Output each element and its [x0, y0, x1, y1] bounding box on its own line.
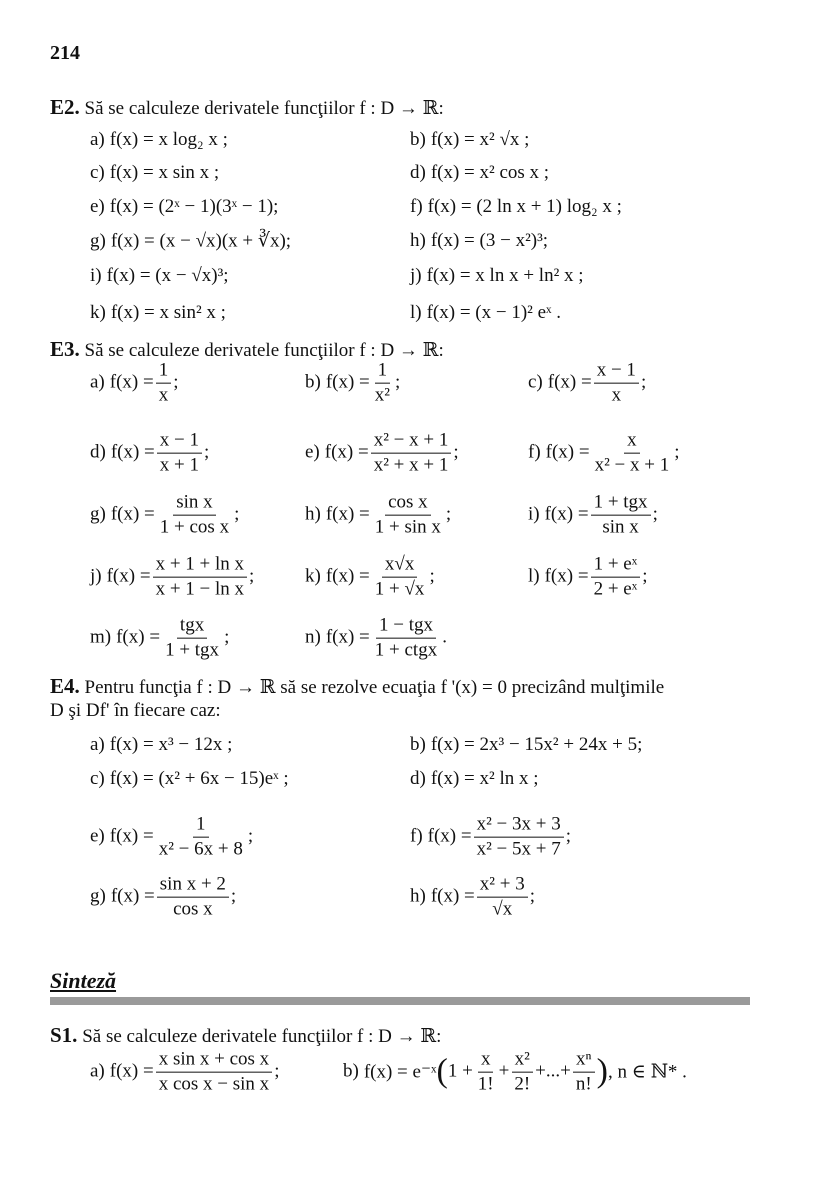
formula-text: f(x) = (x − 1)² eˣ . — [426, 302, 562, 323]
formula-text: ; — [394, 372, 401, 393]
item-label: b) — [410, 129, 426, 150]
exercise-item — [410, 162, 549, 184]
formula-text: f(x) = x² √x ; — [430, 129, 530, 150]
formula-text: f(x) = 2x³ − 15x² + 24x + 5; — [430, 734, 643, 755]
exercise-instruction: Să se calculeze derivatele funcţiilor f : D → ℝ: — [82, 1026, 442, 1047]
exercise-item — [528, 554, 647, 601]
exercise-item — [305, 360, 400, 407]
exercise-label: E3. — [50, 337, 80, 361]
fraction — [511, 1049, 533, 1096]
item-label: j) — [90, 566, 102, 587]
formula-text: f(x) = — [109, 1061, 154, 1082]
fraction-denominator: 2 + eˣ — [593, 578, 638, 600]
exercise-item — [528, 430, 680, 477]
fraction-denominator: 1 + cos x — [159, 516, 230, 538]
exercise-heading — [50, 674, 664, 699]
fraction-denominator: x — [158, 384, 169, 406]
formula-text: + — [498, 1061, 510, 1082]
fraction — [156, 1049, 272, 1096]
formula-text: f(x) = — [427, 826, 472, 847]
exercise-heading — [50, 337, 444, 362]
item-label: a) — [90, 734, 105, 755]
item-label: k) — [90, 302, 106, 323]
formula-text: ; — [565, 826, 572, 847]
item-label: c) — [528, 372, 543, 393]
item-label: a) — [90, 1061, 105, 1082]
item-label: h) — [410, 886, 426, 907]
item-label: f) — [410, 196, 423, 217]
item-label: d) — [90, 442, 106, 463]
formula-text: ; — [204, 442, 210, 463]
exercise-instruction: Să se calculeze derivatele funcţiilor f : D → ℝ: — [84, 98, 444, 119]
exercise-item — [410, 874, 535, 921]
exercise-heading — [50, 1023, 441, 1048]
item-label: h) — [305, 504, 321, 525]
formula-text: f(x) = x ln x + ln² x ; — [426, 265, 584, 286]
fraction-numerator: x — [624, 430, 640, 454]
exercise-item — [410, 230, 548, 252]
fraction-numerator: x√x — [382, 554, 417, 578]
formula-text: ; — [445, 504, 452, 525]
fraction-denominator: x + 1 − ln x — [155, 578, 245, 600]
formula-text: f(x) = x³ − 12x ; — [109, 734, 233, 755]
exercise-item — [528, 492, 658, 539]
item-label: f) — [410, 826, 423, 847]
fraction — [371, 430, 452, 477]
fraction-denominator: x² − x + 1 — [594, 454, 670, 476]
formula-text: f(x) = — [325, 566, 370, 587]
fraction-denominator: x — [611, 384, 622, 406]
formula-text: ; — [640, 372, 647, 393]
fraction-numerator: x − 1 — [157, 430, 202, 454]
fraction-denominator: x + 1 — [159, 454, 199, 476]
exercise-item — [410, 814, 571, 861]
formula-text: f(x) = — [430, 886, 475, 907]
fraction — [156, 360, 172, 407]
fraction-denominator: sin x — [602, 516, 639, 538]
fraction — [591, 554, 641, 601]
item-label: k) — [305, 566, 321, 587]
fraction-denominator: x cos x − sin x — [158, 1073, 270, 1095]
item-label: g) — [90, 504, 106, 525]
formula-text: f(x) = — [109, 372, 154, 393]
fraction-numerator: 1 — [193, 814, 209, 838]
fraction — [372, 554, 428, 601]
formula-text: f(x) = — [325, 372, 370, 393]
exercise-item — [90, 430, 209, 477]
fraction-denominator: x² − 6x + 8 — [158, 838, 243, 860]
item-label: d) — [410, 162, 426, 183]
fraction — [157, 492, 232, 539]
item-label: b) — [305, 372, 321, 393]
formula-text: ; — [230, 886, 237, 907]
item-label: b) — [343, 1061, 359, 1082]
fraction-numerator: x² — [512, 1049, 533, 1073]
formula-text: f(x) = — [110, 442, 155, 463]
formula-text: ; — [249, 566, 255, 587]
fraction-denominator: 2! — [514, 1073, 531, 1095]
formula-text: f(x) = (x² + 6x − 15)eˣ ; — [109, 768, 289, 789]
exercise-item — [305, 554, 435, 601]
item-label: e) — [305, 442, 320, 463]
fraction — [157, 874, 229, 921]
fraction-denominator: x² + x + 1 — [373, 454, 449, 476]
formula-text: ; — [674, 442, 680, 463]
fraction — [573, 1049, 595, 1096]
exercise-item — [90, 1049, 279, 1096]
formula-text: ; — [642, 566, 648, 587]
formula-text: f(x) = — [110, 886, 155, 907]
formula-text: f(x) = x sin x ; — [109, 162, 220, 183]
item-label: j) — [410, 265, 422, 286]
item-label: d) — [410, 768, 426, 789]
fraction-numerator: x − 1 — [594, 360, 639, 384]
item-label: m) — [90, 627, 112, 648]
exercise-item — [305, 430, 459, 477]
exercise-item — [90, 230, 291, 253]
formula-text: ; — [247, 826, 254, 847]
formula-text: f(x) = — [109, 826, 154, 847]
fraction-denominator: 1! — [477, 1073, 494, 1095]
formula-text: f(x) = — [106, 566, 151, 587]
formula-text: f(x) = — [110, 504, 155, 525]
exercise-item — [305, 492, 451, 539]
exercise-heading — [50, 700, 221, 722]
fraction-numerator: x² − x + 1 — [371, 430, 452, 454]
exercise-item — [90, 265, 229, 287]
exercise-item — [410, 129, 529, 151]
exercise-item — [410, 196, 622, 218]
fraction-denominator: x² — [374, 384, 390, 406]
fraction — [372, 615, 440, 662]
fraction — [162, 615, 222, 662]
exercise-item — [410, 768, 539, 790]
fraction-numerator: x + 1 + ln x — [153, 554, 247, 578]
formula-text: f(x) = — [325, 627, 370, 648]
fraction-denominator: 1 + tgx — [165, 639, 220, 661]
item-label: e) — [90, 826, 105, 847]
formula-text: ; — [453, 442, 459, 463]
exercise-item — [90, 129, 228, 151]
exercise-label: S1. — [50, 1023, 78, 1047]
item-label: c) — [90, 162, 105, 183]
item-label: g) — [90, 230, 106, 251]
section-divider — [50, 997, 750, 1005]
item-label: i) — [90, 265, 102, 286]
formula-text: f(x) = x² cos x ; — [430, 162, 550, 183]
fraction-numerator: 1 — [375, 360, 391, 384]
page-number: 214 — [50, 42, 80, 64]
formula-text: ; — [173, 372, 179, 393]
exercise-item — [90, 492, 239, 539]
fraction-numerator: cos x — [385, 492, 431, 516]
exercise-item — [90, 874, 236, 921]
formula-text: f(x) = (2 ln x + 1) log₂ x ; — [427, 196, 622, 217]
fraction-numerator: x² − 3x + 3 — [474, 814, 564, 838]
item-label: a) — [90, 372, 105, 393]
exercise-label: E2. — [50, 95, 80, 119]
formula-text: ) — [596, 1053, 608, 1090]
formula-text: ; — [274, 1061, 280, 1082]
fraction-numerator: 1 + tgx — [591, 492, 651, 516]
formula-text: f(x) = — [325, 504, 370, 525]
formula-text: f(x) = — [324, 442, 369, 463]
fraction-denominator: n! — [575, 1073, 592, 1095]
formula-text: f(x) = x² ln x ; — [430, 768, 539, 789]
fraction — [474, 814, 564, 861]
formula-text: ; — [224, 627, 230, 648]
exercise-item — [90, 615, 229, 662]
formula-text: f(x) = — [116, 627, 161, 648]
formula-text: f(x) = — [544, 566, 589, 587]
exercise-item — [410, 265, 584, 287]
exercise-item — [343, 1049, 687, 1096]
exercise-item — [90, 302, 226, 324]
fraction-numerator: 1 − tgx — [376, 615, 436, 639]
formula-text: ; — [529, 886, 535, 907]
formula-text: f(x) = x log₂ x ; — [109, 129, 228, 150]
item-label: i) — [528, 504, 540, 525]
fraction-numerator: xⁿ — [573, 1049, 594, 1073]
formula-text: +...+ — [535, 1061, 571, 1082]
fraction-numerator: x — [478, 1049, 494, 1073]
fraction-denominator: cos x — [173, 898, 213, 920]
exercise-item — [90, 814, 253, 861]
formula-text: f(x) = e⁻ˣ — [363, 1061, 437, 1083]
item-label: a) — [90, 129, 105, 150]
exercise-instruction: Să se calculeze derivatele funcţiilor f : D → ℝ: — [84, 340, 444, 361]
exercise-item — [90, 196, 278, 218]
exercise-item — [90, 162, 219, 184]
item-label: l) — [410, 302, 422, 323]
fraction-numerator: 1 — [156, 360, 172, 384]
formula-text: ; — [234, 504, 240, 525]
fraction-numerator: tgx — [177, 615, 207, 639]
item-label: l) — [528, 566, 540, 587]
exercise-item — [528, 360, 646, 407]
item-label: h) — [410, 230, 426, 251]
fraction — [157, 430, 202, 477]
exercise-item — [90, 734, 232, 756]
section-title-synthesis: Sinteză — [50, 968, 117, 993]
exercise-item — [90, 360, 179, 407]
fraction-numerator: sin x — [173, 492, 215, 516]
fraction — [153, 554, 247, 601]
fraction — [372, 492, 444, 539]
formula-text: f(x) = — [545, 442, 590, 463]
formula-text: f(x) = x sin² x ; — [110, 302, 226, 323]
formula-text: f(x) = (3 − x²)³; — [430, 230, 549, 251]
formula-text: , n ∈ ℕ* . — [608, 1061, 687, 1083]
exercise-heading — [50, 95, 444, 120]
exercise-instruction: D şi Df' în fiecare caz: — [50, 700, 221, 721]
fraction — [156, 814, 246, 861]
formula-text: ; — [652, 504, 658, 525]
fraction-numerator: x sin x + cos x — [156, 1049, 272, 1073]
fraction — [475, 1049, 497, 1096]
formula-text: f(x) = — [544, 504, 589, 525]
exercise-item — [410, 302, 561, 324]
formula-text: f(x) = (x − √x)(x + ∛x); — [110, 230, 292, 252]
formula-text: f(x) = (x − √x)³; — [106, 265, 229, 286]
item-label: n) — [305, 627, 321, 648]
formula-text: f(x) = — [547, 372, 592, 393]
item-label: c) — [90, 768, 105, 789]
fraction-numerator: sin x + 2 — [157, 874, 229, 898]
fraction-denominator: 1 + sin x — [374, 516, 441, 538]
fraction-numerator: x² + 3 — [477, 874, 528, 898]
formula-text: ; — [429, 566, 435, 587]
fraction-denominator: x² − 5x + 7 — [476, 838, 561, 860]
exercise-item — [90, 768, 289, 790]
fraction-numerator: 1 + eˣ — [591, 554, 641, 578]
exercise-label: E4. — [50, 674, 80, 698]
formula-text: 1 + — [447, 1061, 473, 1082]
exercise-item — [90, 554, 254, 601]
formula-text: ( — [436, 1053, 448, 1090]
fraction-denominator: √x — [492, 898, 513, 920]
fraction — [592, 430, 673, 477]
item-label: e) — [90, 196, 105, 217]
exercise-item — [410, 734, 642, 756]
fraction — [591, 492, 651, 539]
fraction — [477, 874, 528, 921]
exercise-instruction: Pentru funcţia f : D → ℝ să se rezolve ecuaţia f '(x) = 0 precizând mulţimile — [84, 677, 665, 698]
formula-text: . — [442, 627, 447, 648]
item-label: b) — [410, 734, 426, 755]
exercise-item — [305, 615, 447, 662]
fraction — [594, 360, 639, 407]
item-label: f) — [528, 442, 541, 463]
fraction-denominator: 1 + ctgx — [374, 639, 438, 661]
formula-text: f(x) = (2ˣ − 1)(3ˣ − 1); — [109, 196, 279, 217]
fraction — [372, 360, 393, 407]
item-label: g) — [90, 886, 106, 907]
fraction-denominator: 1 + √x — [374, 578, 425, 600]
